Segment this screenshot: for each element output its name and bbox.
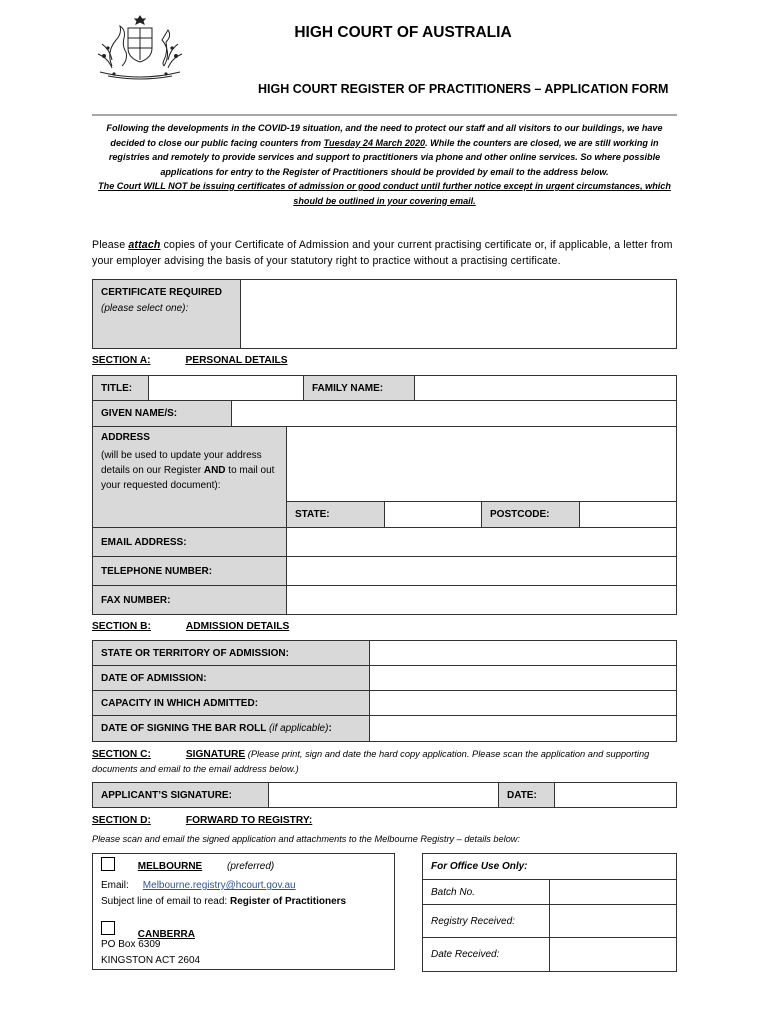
date-received-label: Date Received: [423, 938, 550, 972]
address-label-cell [93, 427, 287, 528]
subject-label: Subject line of email to read: [101, 896, 228, 907]
bar-roll-note: (if applicable) [268, 723, 329, 734]
address-input[interactable] [287, 427, 677, 502]
intro-pre: Please [92, 239, 129, 251]
date-admission-label: DATE OF ADMISSION: [93, 666, 370, 691]
intro-post: copies of your Certificate of Admission and your current practising certificate or, if applicable, a letter from your employer advising the basis of your statutory right to practice without a practising certificate. [92, 239, 673, 267]
address-hint-2: to mail out your requested document): [101, 465, 275, 491]
melbourne-option [101, 857, 274, 872]
state-territory-label: STATE OR TERRITORY OF ADMISSION: [93, 641, 370, 666]
signature-table [92, 782, 677, 808]
office-use-heading: For Office Use Only: [423, 854, 677, 880]
email-line [101, 880, 296, 891]
fax-input[interactable] [287, 586, 677, 615]
given-names-row [92, 400, 677, 427]
section-a-heading [92, 355, 288, 366]
batch-label: Batch No. [423, 880, 550, 905]
form-title: HIGH COURT REGISTER OF PRACTITIONERS – APPLICATION FORM [258, 82, 669, 96]
certificate-select[interactable] [241, 280, 677, 349]
section-a-name: PERSONAL DETAILS [185, 355, 288, 366]
melbourne-preferred: (preferred) [227, 861, 275, 872]
intro-paragraph [92, 237, 677, 269]
postcode-input[interactable] [579, 502, 677, 528]
bar-roll-input[interactable] [370, 716, 677, 742]
given-names-label: GIVEN NAME/S: [93, 401, 232, 427]
canberra-checkbox[interactable] [101, 921, 115, 935]
section-c-name: SIGNATURE [185, 749, 246, 760]
header-divider [92, 114, 677, 116]
section-c-heading [92, 747, 677, 777]
canberra-label: CANBERRA [137, 929, 196, 940]
signature-label: APPLICANT’S SIGNATURE: [93, 783, 269, 808]
date-admission-input[interactable] [370, 666, 677, 691]
notice-warning: The Court WILL NOT be issuing certificates of admission or good conduct until further notice except in urgent circumstances, which should be outlined in your covering email. [98, 181, 671, 206]
telephone-label: TELEPHONE NUMBER: [93, 557, 287, 586]
family-name-label: FAMILY NAME: [304, 376, 415, 401]
melbourne-email-link[interactable]: Melbourne.registry@hcourt.gov.au [142, 880, 296, 891]
bar-roll-text: DATE OF SIGNING THE BAR ROLL [101, 723, 267, 734]
section-d-note: Please scan and email the signed application and attachments to the Melbourne Registry – details below: [92, 834, 520, 844]
notice-date: Tuesday 24 March 2020 [323, 137, 426, 148]
signature-date-input[interactable] [555, 783, 677, 808]
certificate-label-cell [93, 280, 241, 349]
title-label: TITLE: [93, 376, 149, 401]
signature-date-label: DATE: [499, 783, 555, 808]
melbourne-checkbox[interactable] [101, 857, 115, 871]
registry-received-label: Registry Received: [423, 905, 550, 938]
email-label-text: Email: [101, 880, 129, 891]
section-d-code: SECTION D: [92, 815, 151, 826]
capacity-input[interactable] [370, 691, 677, 716]
address-hint-and: AND [203, 465, 226, 476]
certificate-hint: (please select one): [101, 303, 189, 314]
court-name: HIGH COURT OF AUSTRALIA [294, 24, 512, 41]
family-name-input[interactable] [415, 376, 677, 401]
po-box: PO Box 6309 [101, 939, 161, 950]
state-input[interactable] [384, 502, 482, 528]
telephone-input[interactable] [287, 557, 677, 586]
address-hint [101, 448, 286, 493]
batch-input[interactable] [550, 880, 677, 905]
section-a-code: SECTION A: [92, 355, 151, 366]
contact-table [92, 527, 677, 615]
email-label: EMAIL ADDRESS: [93, 528, 287, 557]
office-use-table [422, 853, 677, 972]
bar-roll-label [93, 716, 370, 742]
state-territory-input[interactable] [370, 641, 677, 666]
title-input[interactable] [149, 376, 304, 401]
kingston-address: KINGSTON ACT 2604 [101, 955, 201, 966]
certificate-table [92, 279, 677, 349]
address-table [92, 426, 677, 528]
section-d-heading [92, 815, 312, 826]
date-received-input[interactable] [550, 938, 677, 972]
canberra-option [101, 921, 196, 940]
section-b-code: SECTION B: [92, 621, 151, 632]
email-input[interactable] [287, 528, 677, 557]
notice-text-2: . While the counters are closed, we are still working in registries and remotely to provide services and support to practitioners via phone and other online services. So where possible applications for entry to the Register of Practitioners should be provided by email to the address below. [108, 137, 661, 177]
fax-label: FAX NUMBER: [93, 586, 287, 615]
state-label: STATE: [287, 502, 385, 528]
given-names-input[interactable] [232, 401, 677, 427]
notice-text-1: Following the developments in the COVID-19 situation, and the need to protect our staff and all visitors to our buildings, we have decided to close our public facing counters from [106, 123, 663, 148]
section-b-name: ADMISSION DETAILS [185, 621, 290, 632]
title-row [92, 375, 677, 401]
covid-notice [92, 121, 677, 208]
section-c-code: SECTION C: [92, 749, 151, 760]
subject-line [101, 896, 346, 907]
capacity-label: CAPACITY IN WHICH ADMITTED: [93, 691, 370, 716]
registry-received-input[interactable] [550, 905, 677, 938]
section-d-name: FORWARD TO REGISTRY: [185, 815, 313, 826]
section-c-note: (Please print, sign and date the hard copy application. Please scan the application and supporting documents and email to the email address below.) [92, 749, 650, 774]
section-b-heading [92, 621, 289, 632]
subject-value: Register of Practitioners [229, 896, 347, 907]
signature-input[interactable] [269, 783, 499, 808]
bar-roll-colon: : [328, 723, 332, 734]
melbourne-label: MELBOURNE [137, 861, 203, 872]
postcode-label: POSTCODE: [482, 502, 580, 528]
address-label: ADDRESS [101, 432, 150, 443]
registry-box [92, 853, 395, 970]
certificate-label: CERTIFICATE REQUIRED [101, 287, 222, 298]
intro-emphasis: attach [128, 239, 161, 251]
address-hint-1: (will be used to update your address details on our Register [101, 450, 262, 476]
admission-table [92, 640, 677, 742]
